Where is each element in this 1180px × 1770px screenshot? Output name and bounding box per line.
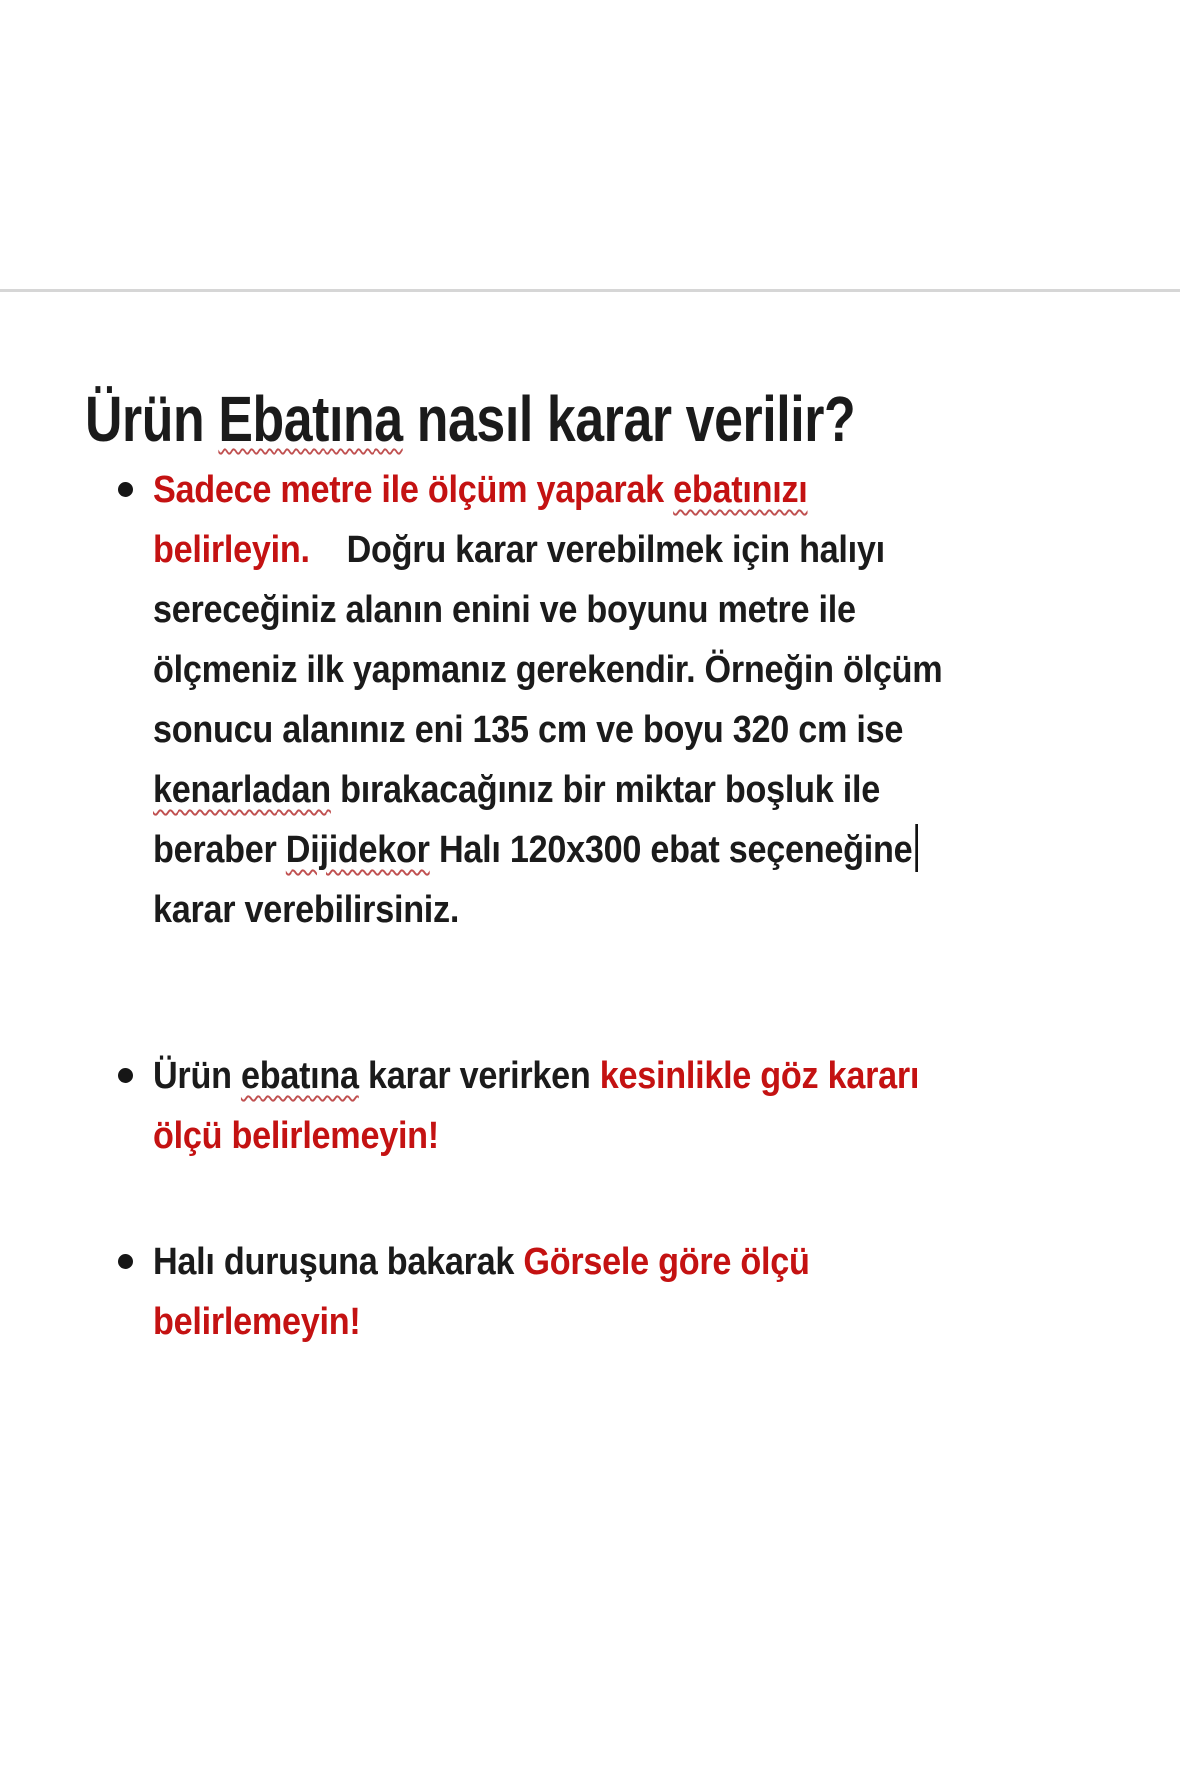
text-segment: kesinlikle göz kararı <box>599 1055 920 1097</box>
bullet-marker-icon <box>118 1254 133 1269</box>
text-segment: nasıl karar verilir? <box>402 382 856 455</box>
bullet-marker-icon <box>118 482 133 497</box>
bullet-text <box>153 1046 919 1166</box>
misspelled-word: Ebatına <box>218 382 403 455</box>
bullet-text <box>153 460 942 940</box>
bullet-item-1 <box>118 460 1030 940</box>
text-segment: karar verirken <box>358 1055 600 1097</box>
section-divider-line <box>0 289 1180 292</box>
text-segment: ölçü belirlemeyin! <box>153 1115 439 1157</box>
text-segment: Sadece metre ile ölçüm yaparak <box>153 469 674 511</box>
bullet-item-2 <box>118 1046 1004 1166</box>
text-segment: karar verebilirsiniz. <box>153 889 460 931</box>
misspelled-word: kenarladan <box>153 769 331 811</box>
text-segment: Ürün <box>153 1055 241 1097</box>
text-cursor <box>915 824 918 872</box>
text-segment: sonucu alanınız eni 135 cm ve boyu 320 cm ise <box>153 709 904 751</box>
text-segment: beraber <box>153 829 286 871</box>
text-segment: bırakacağınız bir miktar boşluk ile <box>330 769 880 811</box>
text-segment: belirleyin. <box>153 529 310 571</box>
text-segment: Görsele göre ölçü <box>523 1241 810 1283</box>
page-title <box>85 383 855 455</box>
text-segment: Ürün <box>85 382 219 455</box>
text-segment: Halı duruşuna bakarak <box>153 1241 524 1283</box>
misspelled-word: ebatınızı <box>673 469 808 511</box>
misspelled-word: Dijidekor <box>285 829 430 871</box>
text-segment: Halı 120x300 ebat seçeneğine <box>429 829 913 871</box>
misspelled-word: ebatına <box>240 1055 359 1097</box>
text-segment: Doğru karar verebilmek için halıyı <box>309 529 885 571</box>
bullet-item-3 <box>118 1232 883 1352</box>
text-segment: ölçmeniz ilk yapmanız gerekendir. Örneğin ölçüm <box>153 649 943 691</box>
text-segment: sereceğiniz alanın enini ve boyunu metre ile <box>153 589 856 631</box>
text-segment: belirlemeyin! <box>153 1301 361 1343</box>
bullet-marker-icon <box>118 1068 133 1083</box>
bullet-text <box>153 1232 810 1352</box>
